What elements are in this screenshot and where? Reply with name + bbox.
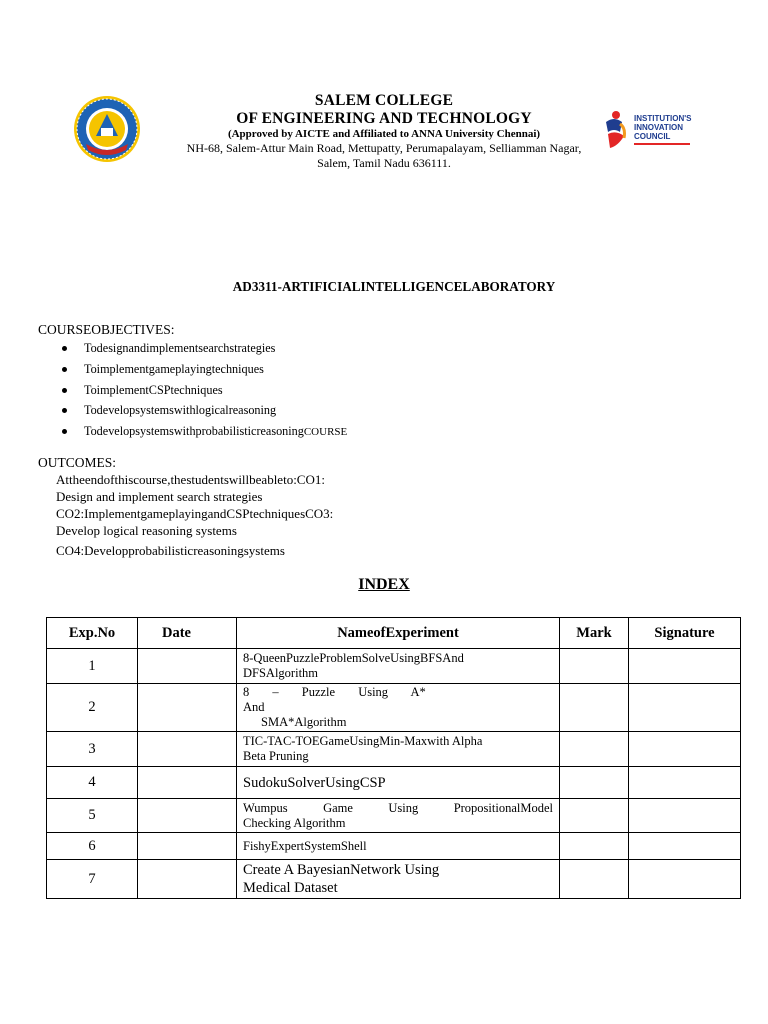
experiment-name-cell bbox=[237, 833, 560, 860]
mark-cell bbox=[560, 649, 629, 684]
experiment-name-cell bbox=[237, 684, 560, 732]
experiment-name-line: Beta Pruning bbox=[243, 749, 309, 763]
column-header-exp-no: Exp.No bbox=[47, 618, 138, 649]
objective-item: Todevelopsystemswithlogicalreasoning bbox=[60, 400, 347, 421]
date-cell bbox=[138, 684, 237, 732]
outcome-line: Design and implement search strategies bbox=[56, 489, 263, 504]
exp-no-cell: 1 bbox=[47, 649, 138, 684]
experiment-name-cell bbox=[237, 799, 560, 833]
signature-cell bbox=[629, 684, 741, 732]
svg-text:INNOVATION: INNOVATION bbox=[634, 123, 684, 132]
approval-text: (Approved by AICTE and Affiliated to ANNA University Chennai) bbox=[227, 128, 541, 140]
table-row bbox=[47, 799, 741, 833]
experiment-name-line: Checking Algorithm bbox=[243, 815, 346, 830]
course-objectives-heading: COURSEOBJECTIVES: bbox=[38, 322, 175, 337]
address-line1: NH-68, Salem-Attur Main Road, Mettupatty, Perumapalayam, Selliamman Nagar, bbox=[186, 141, 582, 155]
experiment-name-line: 8-QueenPuzzleProblemSolveUsingBFSAnd bbox=[243, 651, 464, 665]
experiment-name-line: 8 – Puzzle Using A* And bbox=[243, 685, 426, 714]
objective-item: Toimplementgameplayingtechniques bbox=[60, 359, 347, 380]
column-header-signature: Signature bbox=[629, 618, 741, 649]
date-cell bbox=[138, 767, 237, 799]
exp-no-cell: 7 bbox=[47, 860, 138, 899]
college-name-line2: OF ENGINEERING AND TECHNOLOGY bbox=[236, 110, 532, 127]
objective-item: ToimplementCSPtechniques bbox=[60, 380, 347, 401]
signature-cell bbox=[629, 649, 741, 684]
experiment-name-line: Wumpus Game Using PropositionalModel bbox=[243, 800, 553, 815]
signature-cell bbox=[629, 860, 741, 899]
objective-item: Todesignandimplementsearchstrategies bbox=[60, 338, 347, 359]
table-row bbox=[47, 684, 741, 732]
signature-cell bbox=[629, 799, 741, 833]
outcome-line: Attheendofthiscourse,thestudentswillbeableto:CO1: bbox=[56, 472, 325, 487]
column-header-mark: Mark bbox=[560, 618, 629, 649]
experiment-name-line: DFSAlgorithm bbox=[243, 666, 319, 680]
column-header-name: NameofExperiment bbox=[237, 618, 560, 649]
index-table bbox=[46, 617, 741, 899]
table-row bbox=[47, 833, 741, 860]
experiment-name-line: SMA*Algorithm bbox=[261, 715, 347, 729]
experiment-name-line: FishyExpertSystemShell bbox=[243, 838, 367, 853]
date-cell bbox=[138, 649, 237, 684]
exp-no-cell: 3 bbox=[47, 732, 138, 767]
college-name-line1: SALEM COLLEGE bbox=[314, 92, 454, 109]
experiment-name-line: SudokuSolverUsingCSP bbox=[243, 774, 386, 791]
table-row bbox=[47, 860, 741, 899]
experiment-name-line: Create A BayesianNetwork Using bbox=[243, 862, 440, 878]
outcome-line: Develop logical reasoning systems bbox=[56, 523, 237, 538]
exp-no-cell: 5 bbox=[47, 799, 138, 833]
table-header-row bbox=[47, 618, 741, 649]
column-header-date: Date bbox=[138, 618, 237, 649]
table-row bbox=[47, 767, 741, 799]
mark-cell bbox=[560, 860, 629, 899]
mark-cell bbox=[560, 767, 629, 799]
course-title: AD3311-ARTIFICIALINTELLIGENCELABORATORY bbox=[232, 279, 556, 294]
signature-cell bbox=[629, 833, 741, 860]
svg-text:INSTITUTION'S: INSTITUTION'S bbox=[634, 114, 692, 123]
objective-item-tail: COURSE bbox=[303, 426, 348, 439]
experiment-name-cell bbox=[237, 860, 560, 899]
course-objectives-list bbox=[60, 338, 347, 442]
outcome-line: CO2:ImplementgameplayingandCSPtechniquesCO3: bbox=[56, 506, 334, 521]
index-title: INDEX bbox=[358, 576, 410, 593]
address-line2: Salem, Tamil Nadu 636111. bbox=[317, 156, 451, 170]
objective-item: TodevelopsystemswithprobabilisticreasoningCOURSE bbox=[60, 421, 347, 442]
exp-no-cell: 6 bbox=[47, 833, 138, 860]
svg-text:COUNCIL: COUNCIL bbox=[634, 132, 671, 141]
experiment-name-line: Medical Dataset bbox=[243, 880, 338, 896]
mark-cell bbox=[560, 732, 629, 767]
exp-no-cell: 4 bbox=[47, 767, 138, 799]
mark-cell bbox=[560, 799, 629, 833]
mark-cell bbox=[560, 684, 629, 732]
date-cell bbox=[138, 860, 237, 899]
experiment-name-line: TIC-TAC-TOEGameUsingMin-Maxwith Alpha bbox=[243, 734, 483, 748]
course-outcomes-heading: OUTCOMES: bbox=[38, 455, 117, 470]
date-cell bbox=[138, 799, 237, 833]
experiment-name-cell bbox=[237, 732, 560, 767]
signature-cell bbox=[629, 732, 741, 767]
date-cell bbox=[138, 833, 237, 860]
exp-no-cell: 2 bbox=[47, 684, 138, 732]
experiment-name-cell bbox=[237, 767, 560, 799]
outcome-line: CO4:Developprobabilisticreasoningsystems bbox=[56, 543, 285, 558]
table-row bbox=[47, 732, 741, 767]
experiment-name-cell bbox=[237, 649, 560, 684]
table-row bbox=[47, 649, 741, 684]
signature-cell bbox=[629, 767, 741, 799]
mark-cell bbox=[560, 833, 629, 860]
date-cell bbox=[138, 732, 237, 767]
